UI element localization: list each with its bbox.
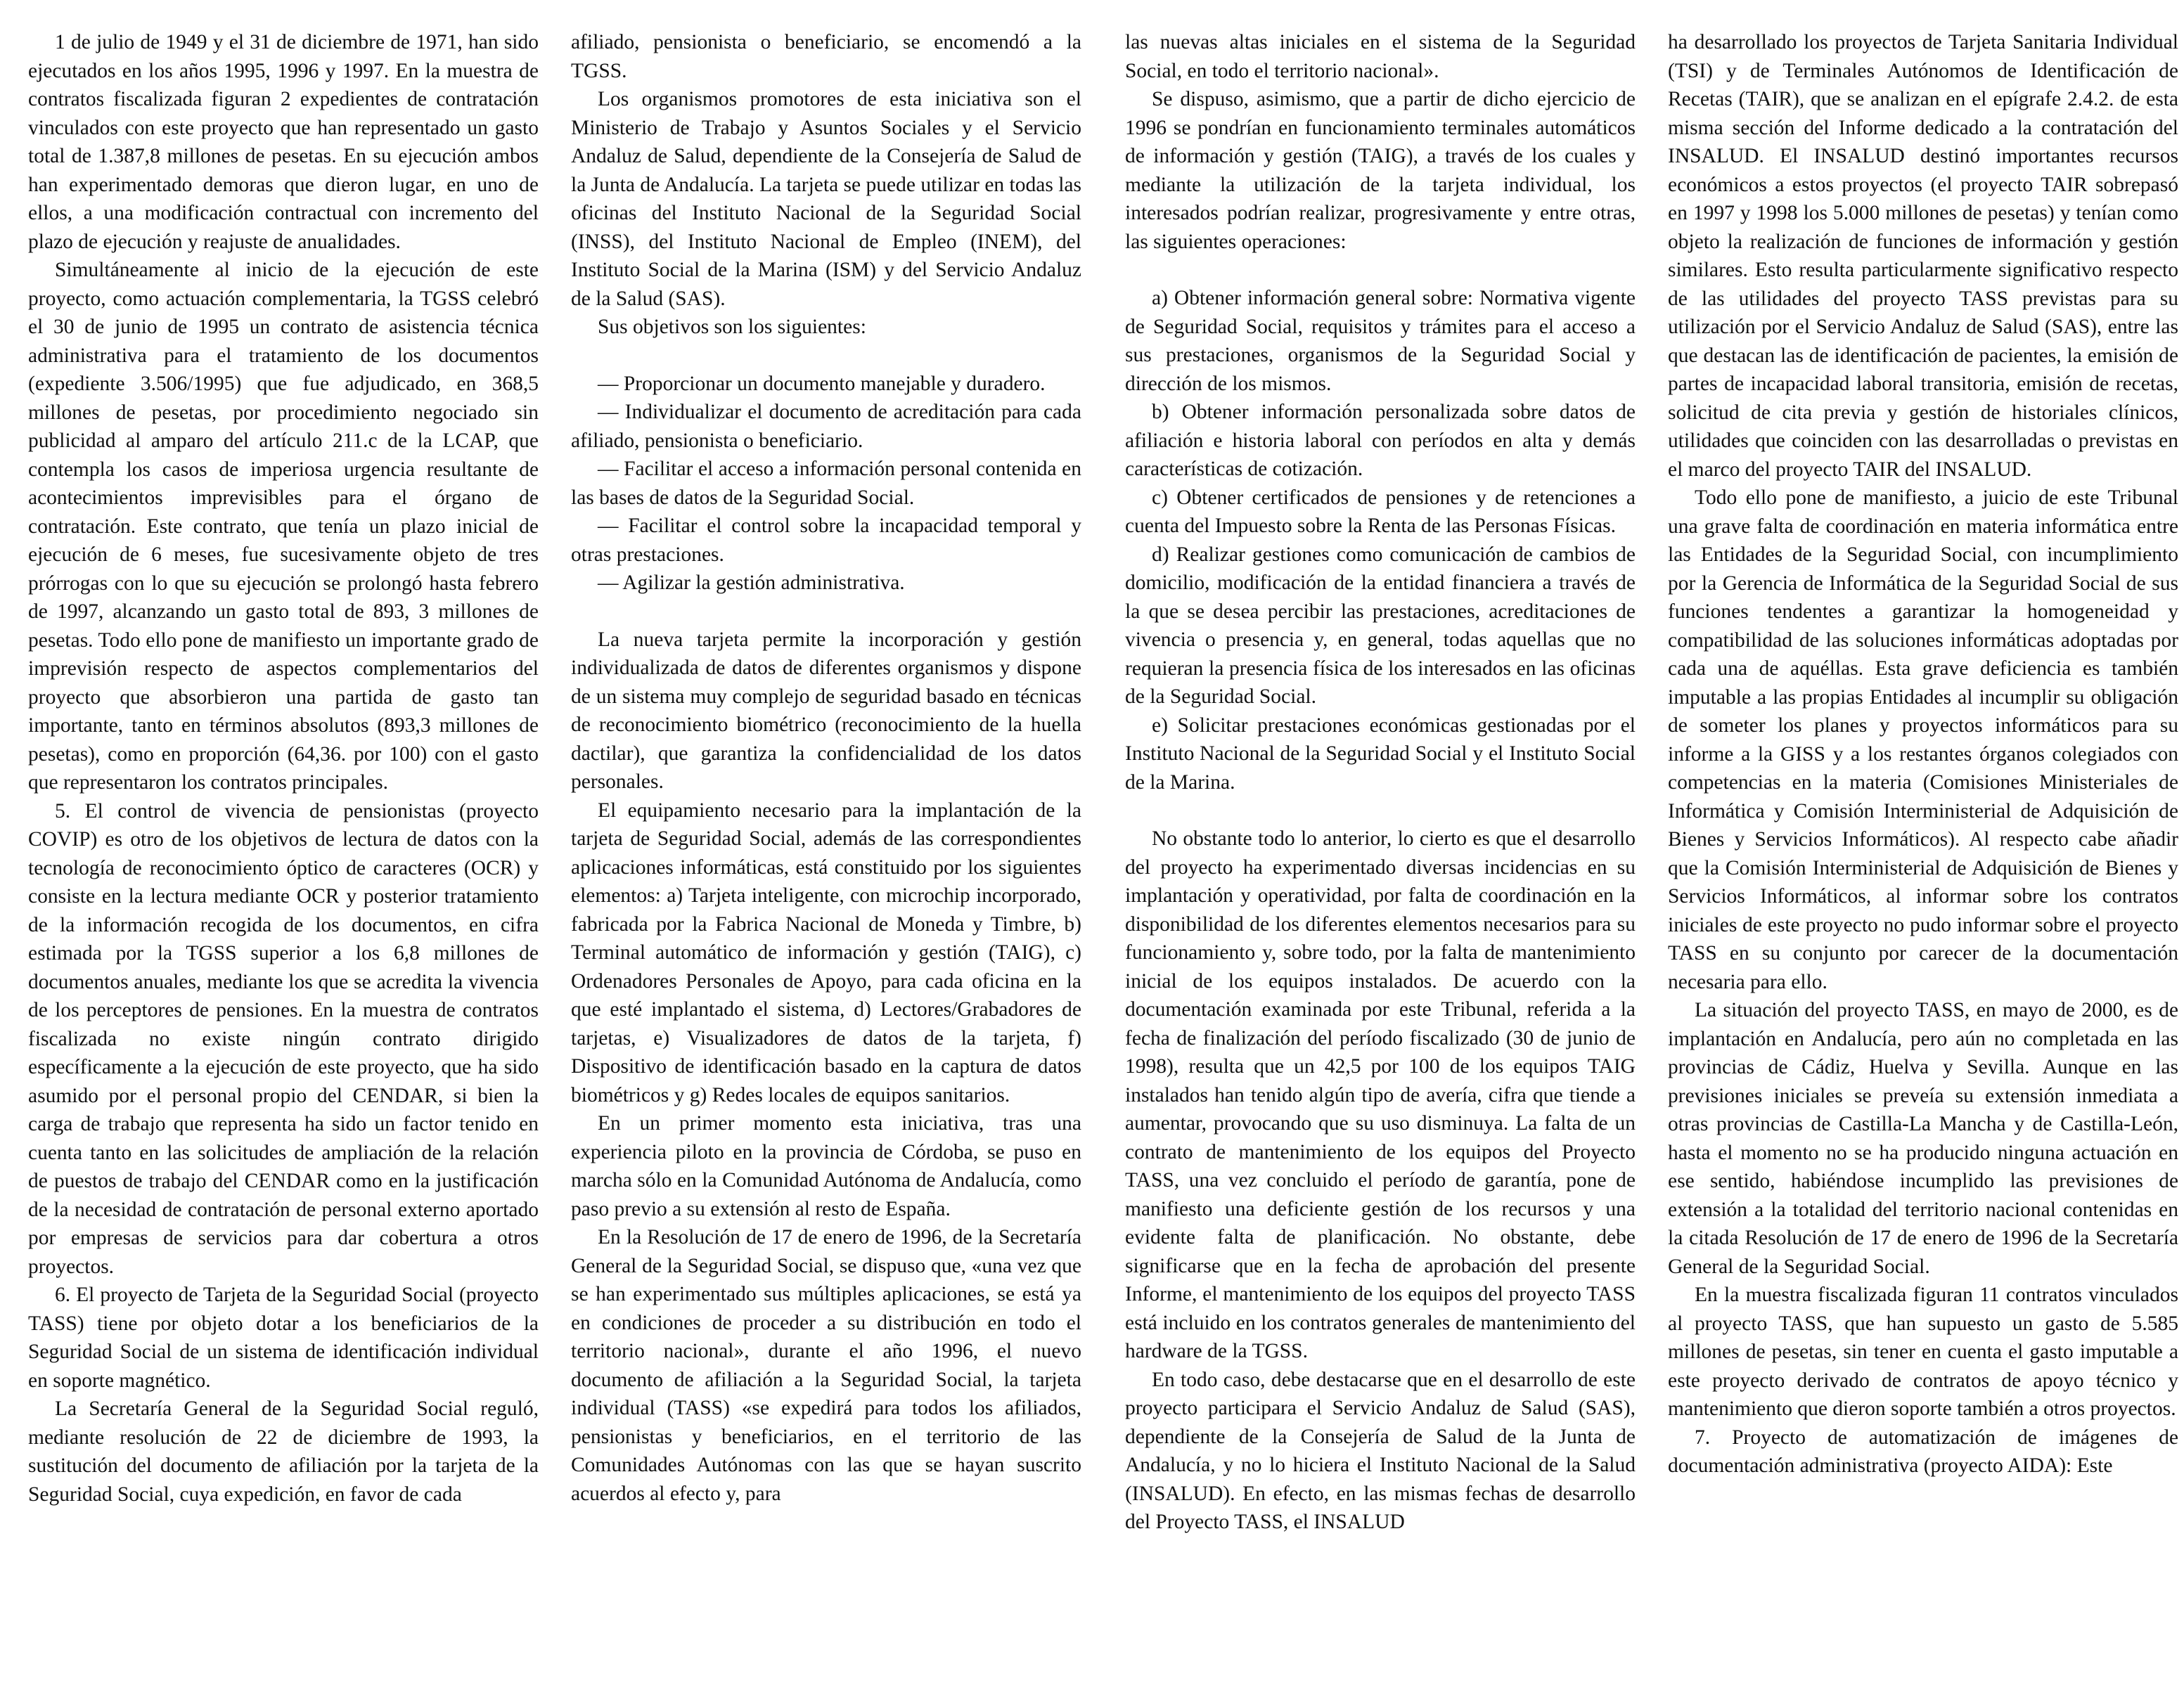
paragraph: En todo caso, debe destacarse que en el desarrollo de este proyecto participara el Servicio Andaluz de Salud (SAS), dependiente de la Consejería de Salud de la Junta de Andalucía, y no lo hiciera el Instituto Nacional de la Salud (INSALUD). En efecto, en las mismas fechas de desarrollo del Proyecto TASS, el INSALUD xyxy=(1125,1368,1636,1533)
paragraph: La Secretaría General de la Seguridad Social reguló, mediante resolución de 22 de diciembre de 1993, la sustitución del documento de afiliación por la tarjeta de la Seguridad Social, cuya expedición, en favor de cada xyxy=(28,1397,539,1506)
column-2 xyxy=(571,28,1081,1673)
paragraph: 7. Proyecto de automatización de imágenes de documentación administrativa (proyecto AIDA): Este xyxy=(1668,1426,2178,1477)
paragraph: e) Solicitar prestaciones económicas gestionadas por el Instituto Nacional de la Seguridad Social y el Instituto Social de la Marina. xyxy=(1125,714,1636,794)
paragraph: 1 de julio de 1949 y el 31 de diciembre de 1971, han sido ejecutados en los años 1995, 1996 y 1997. En la muestra de contratos fiscalizada figuran 2 expedientes de contratación vinculados con este proyecto que han representado un gasto total de 1.387,8 millones de pesetas. En su ejecución ambos han experimentado demoras que dieron lugar, en uno de ellos, a una modificación contractual con incremento del plazo de ejecución y reajuste de anualidades. xyxy=(28,31,539,253)
paragraph: a) Obtener información general sobre: Normativa vigente de Seguridad Social, requisitos y trámites para el acceso a sus prestaciones, organismos de la Seguridad Social y dirección de los mismos. xyxy=(1125,287,1636,395)
paragraph: La situación del proyecto TASS, en mayo de 2000, es de implantación en Andalucía, pero aún no completada en las provincias de Cádiz, Huelva y Sevilla. Aunque en las previsiones iniciales se preveía su extensión inmediata a otras provincias de Castilla-La Mancha y de Castilla-León, hasta el momento no se ha producido ninguna actuación en ese sentido, habiéndose incumplido las previsiones de extensión a la totalidad del territorio nacional contenidas en la citada Resolución de 17 de enero de 1996 de la Secretaría General de la Seguridad Social. xyxy=(1668,999,2178,1278)
page-right xyxy=(1125,28,2183,1673)
paragraph: Se dispuso, asimismo, que a partir de dicho ejercicio de 1996 se pondrían en funcionamiento terminales automáticos de información y gestión (TAIG), a través de los cuales y mediante la utilización de la tarjeta individual, los interesados podrían realizar, progresivamente y entre otras, las siguientes operaciones: xyxy=(1125,88,1636,253)
paragraph: El equipamiento necesario para la implantación de la tarjeta de Seguridad Social, además de las correspondientes aplicaciones informáticas, está constituido por los siguientes elementos: a) Tarjeta inteligente, con microchip incorporado, fabricada por la Fabrica Nacional de Moneda y Timbre, b) Terminal automático de información y gestión (TAIG), c) Ordenadores Personales de Apoyo, para cada oficina en la que esté implantado el sistema, d) Lectores/Grabadores de tarjetas, e) Visualizadores de datos de la tarjeta, f) Dispositivo de identificación basado en la captura de datos biométricos y g) Redes locales de equipos sanitarios. xyxy=(571,799,1081,1106)
paragraph: — Proporcionar un documento manejable y duradero. xyxy=(598,372,1046,395)
paragraph: En un primer momento esta iniciativa, tras una experiencia piloto en la provincia de Córdoba, se puso en marcha sólo en la Comunidad Autónoma de Andalucía, como paso previo a su extensión al resto de España. xyxy=(571,1112,1081,1220)
paragraph: Simultáneamente al inicio de la ejecución de este proyecto, como actuación complementaria, la TGSS celebró el 30 de junio de 1995 un contrato de asistencia técnica administrativa para el tratamiento de los documentos (expediente 3.506/1995) que fue adjudicado, en 368,5 millones de pesetas, por procedimiento negociado sin publicidad al amparo del artículo 211.c de la LCAP, que contempla los casos de imperiosa urgencia resultante de acontecimientos imprevisibles para el órgano de contratación. Este contrato, que tenía un plazo inicial de ejecución de 6 meses, fue sucesivamente objeto de tres prórrogas con lo que su ejecución se prolongó hasta febrero de 1997, alcanzando un gasto total de 893, 3 millones de pesetas. Todo ello pone de manifiesto un importante grado de imprevisión respecto de aspectos complementarios del proyecto que absorbieron una partida de gasto tan importante, tanto en términos absolutos (893,3 millones de pesetas), como en proporción (64,36. por 100) con el gasto que representaron los contratos principales. xyxy=(28,259,539,794)
paragraph: c) Obtener certificados de pensiones y de retenciones a cuenta del Impuesto sobre la Renta de las Personas Físicas. xyxy=(1125,486,1636,537)
paragraph: — Individualizar el documento de acreditación para cada afiliado, pensionista o beneficiario. xyxy=(571,401,1081,452)
paragraph: — Facilitar el control sobre la incapacidad temporal y otras prestaciones. xyxy=(571,515,1081,566)
paragraph: Sus objetivos son los siguientes: xyxy=(598,316,866,338)
paragraph: — Agilizar la gestión administrativa. xyxy=(598,572,905,594)
paragraph: 6. El proyecto de Tarjeta de la Seguridad Social (proyecto TASS) tiene por objeto dotar a los beneficiarios de la Seguridad Social de un sistema de identificación individual en soporte magnético. xyxy=(28,1284,539,1392)
paragraph: d) Realizar gestiones como comunicación de cambios de domicilio, modificación de la entidad financiera a través de la que se desea percibir las prestaciones, acreditaciones de vivencia o presencia y, en general, todas aquellas que no requieran la presencia física de los interesados en las oficinas de la Seguridad Social. xyxy=(1125,543,1636,708)
column-3 xyxy=(1125,28,1636,1673)
paragraph: b) Obtener información personalizada sobre datos de afiliación e historia laboral con períodos en alta y demás características de cotización. xyxy=(1125,401,1636,480)
page-left xyxy=(28,28,1086,1673)
paragraph: las nuevas altas iniciales en el sistema de la Seguridad Social, en todo el territorio nacional». xyxy=(1125,31,1636,82)
paragraph: 5. El control de vivencia de pensionistas (proyecto COVIP) es otro de los objetivos de lectura de datos con la tecnología de reconocimiento óptico de caracteres (OCR) y consiste en la lectura mediante OCR y posterior tratamiento de la información recogida de los documentos, en cifra estimada por la TGSS superior a los 6,8 millones de documentos anuales, mediante los que se acredita la vivencia de los perceptores de pensiones. En la muestra de contratos fiscalizada no existe ningún contrato dirigido específicamente a la ejecución de este proyecto, que ha sido asumido por el personal propio del CENDAR, si bien la carga de trabajo que representa ha sido un factor tenido en cuenta tanto en las solicitudes de ampliación de la relación de puestos de trabajo del CENDAR como en la justificación de la necesidad de contratación de personal externo aportado por empresas de servicios para dar cobertura a otros proyectos. xyxy=(28,799,539,1278)
column-4 xyxy=(1668,28,2178,1673)
paragraph: Todo ello pone de manifiesto, a juicio de este Tribunal una grave falta de coordinación en materia informática entre las Entidades de la Seguridad Social, con incumplimiento por la Gerencia de Informática de la Seguridad Social de sus funciones tendentes a garantizar la homogeneidad y compatibilidad de las soluciones informáticas adoptadas por cada una de aquéllas. Esta grave deficiencia es también imputable a las propias Entidades al incumplir su obligación de someter los planes y proyectos informáticos para su informe a la GISS y a los restantes órganos colegiados con competencias en la materia (Comisiones Ministeriales de Informática y Comisión Interministerial de Adquisición de Bienes y Servicios Informáticos). Al respecto cabe añadir que la Comisión Interministerial de Adquisición de Bienes y Servicios Informáticos, al informar sobre los contratos iniciales de este proyecto no pudo informar sobre el proyecto TASS en su conjunto por carecer de la documentación necesaria para ello. xyxy=(1668,486,2178,993)
paragraph: afiliado, pensionista o beneficiario, se encomendó a la TGSS. xyxy=(571,31,1081,82)
paragraph: La nueva tarjeta permite la incorporación y gestión individualizada de datos de diferentes organismos y dispone de un sistema muy complejo de seguridad basado en técnicas de reconocimiento biométrico (reconocimiento de la huella dactilar), que garantiza la confidencialidad de los datos personales. xyxy=(571,628,1081,793)
paragraph: En la muestra fiscalizada figuran 11 contratos vinculados al proyecto TASS, que han supuesto un gasto de 5.585 millones de pesetas, sin tener en cuenta el gasto imputable a este proyecto derivado de contratos de apoyo técnico y mantenimiento que dieron soporte también a otros proyectos. xyxy=(1668,1284,2178,1420)
column-1 xyxy=(28,28,539,1673)
paragraph: En la Resolución de 17 de enero de 1996, de la Secretaría General de la Seguridad Social, se dispuso que, «una vez que se han experimentado sus múltiples aplicaciones, se está ya en condiciones de proceder a su distribución en todo el territorio nacional», durante el año 1996, el nuevo documento de afiliación a la Seguridad Social, la tarjeta individual (TASS) «se expedirá para todos los afiliados, pensionistas y beneficiarios, en el territorio de las Comunidades Autónomas con las que se hayan suscrito acuerdos al efecto y, para xyxy=(571,1226,1081,1505)
paragraph: No obstante todo lo anterior, lo cierto es que el desarrollo del proyecto ha experimentado diversas incidencias en su implantación y operatividad, por falta de coordinación en la disponibilidad de los diferentes elementos necesarios para su funcionamiento y, sobre todo, por la falta de mantenimiento inicial de los equipos instalados. De acuerdo con la documentación examinada por este Tribunal, referida a la fecha de finalización del período fiscalizado (30 de junio de 1998), resulta que un 42,5 por 100 de los equipos TAIG instalados han tenido algún tipo de avería, cifra que tiende a aumentar, provocando que su uso disminuya. La falta de un contrato de mantenimiento de los equipos del Proyecto TASS, una vez concluido el período de garantía, pone de manifiesto una deficiente gestión de los recursos y una evidente falta de planificación. No obstante, debe significarse que en la fecha de aprobación del presente Informe, el mantenimiento de los equipos del proyecto TASS está incluido en los contratos generales de mantenimiento del hardware de la TGSS. xyxy=(1125,827,1636,1362)
paragraph: — Facilitar el acceso a información personal contenida en las bases de datos de la Seguridad Social. xyxy=(571,458,1081,509)
paragraph: Los organismos promotores de esta iniciativa son el Ministerio de Trabajo y Asuntos Sociales y el Servicio Andaluz de Salud, dependiente de la Consejería de Salud de la Junta de Andalucía. La tarjeta se puede utilizar en todas las oficinas del Instituto Nacional de la Seguridad Social (INSS), del Instituto Nacional de Empleo (INEM), del Instituto Social de la Marina (ISM) y del Servicio Andaluz de la Salud (SAS). xyxy=(571,88,1081,310)
paragraph: ha desarrollado los proyectos de Tarjeta Sanitaria Individual (TSI) y de Terminales Autónomos de Identificación de Recetas (TAIR), que se analizan en el epígrafe 2.4.2. de esta misma sección del Informe dedicado a la contratación del INSALUD. El INSALUD destinó importantes recursos económicos a estos proyectos (el proyecto TAIR sobrepasó en 1997 y 1998 los 5.000 millones de pesetas) y tenían como objeto la realización de funciones de información y gestión similares. Esto resulta particularmente significativo respecto de las utilidades del proyecto TASS previstas para su utilización por el Servicio Andaluz de Salud (SAS), entre las que destacan las de identificación de pacientes, la emisión de partes de incapacidad laboral transitoria, emisión de recetas, solicitud de cita previa y gestión de historiales clínicos, utilidades que coinciden con las desarrolladas o previstas en el marco del proyecto TAIR del INSALUD. xyxy=(1668,31,2178,481)
